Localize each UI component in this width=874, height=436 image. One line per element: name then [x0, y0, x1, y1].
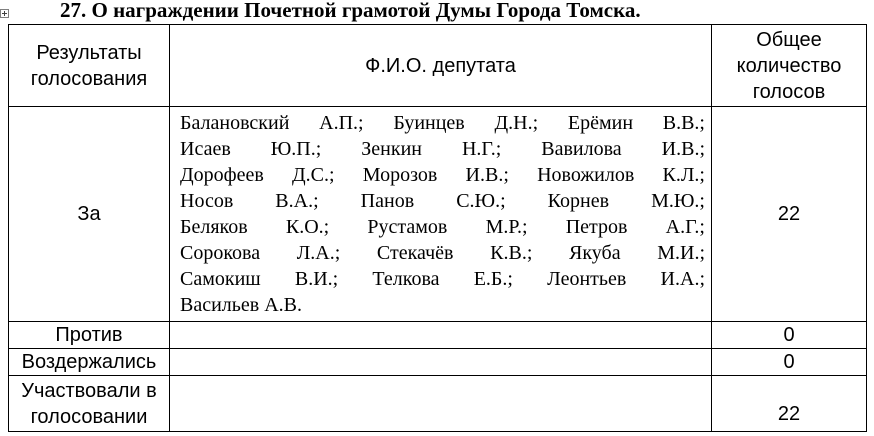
result-label-abstained: Воздержались [9, 349, 170, 376]
deputy-names-against [170, 322, 712, 349]
table-header-row [9, 25, 867, 107]
section-heading: 27. О награждении Почетной грамотой Думы Города Томска. [60, 0, 641, 22]
table-row-abstained [9, 349, 867, 376]
table-move-handle-icon[interactable] [0, 9, 9, 18]
deputy-names-line: Исаев Ю.П.; Зенкин Н.Г.; Вавилова И.В.; [180, 138, 705, 160]
deputy-names-for [170, 107, 712, 322]
result-label-for: За [9, 107, 170, 322]
result-label-against: Против [9, 322, 170, 349]
header-result: Результаты голосования [9, 25, 170, 107]
total-abstained: 0 [712, 349, 867, 376]
deputy-names-line: Дорофеев Д.С.; Морозов И.В.; Новожилов К.Л.; [180, 164, 705, 186]
deputy-names-line: Носов В.А.; Панов С.Ю.; Корнев М.Ю.; [180, 190, 705, 212]
header-total: Общее количество голосов [712, 25, 867, 107]
deputy-names-line: Беляков К.О.; Рустамов М.Р.; Петров А.Г.; [180, 216, 705, 238]
header-names: Ф.И.О. депутата [170, 25, 712, 107]
table-row-for [9, 107, 867, 322]
total-participated: 22 [712, 376, 867, 432]
deputy-names-line: Сорокова Л.А.; Стекачёв К.В.; Якуба М.И.; [180, 242, 705, 264]
voting-results-table [8, 24, 867, 432]
deputy-names-line: Васильев А.В. [180, 294, 303, 316]
deputy-names-participated [170, 376, 712, 432]
deputy-names-line: Самокиш В.И.; Телкова Е.Б.; Леонтьев И.А.; [180, 268, 705, 290]
total-against: 0 [712, 322, 867, 349]
deputy-names-line: Балановский А.П.; Буинцев Д.Н.; Ерёмин В.В.; [180, 112, 705, 134]
result-label-participated: Участвовали в голосовании [9, 376, 170, 432]
total-for: 22 [712, 107, 867, 322]
table-row-against [9, 322, 867, 349]
deputy-names-abstained [170, 349, 712, 376]
table-row-participated [9, 376, 867, 432]
